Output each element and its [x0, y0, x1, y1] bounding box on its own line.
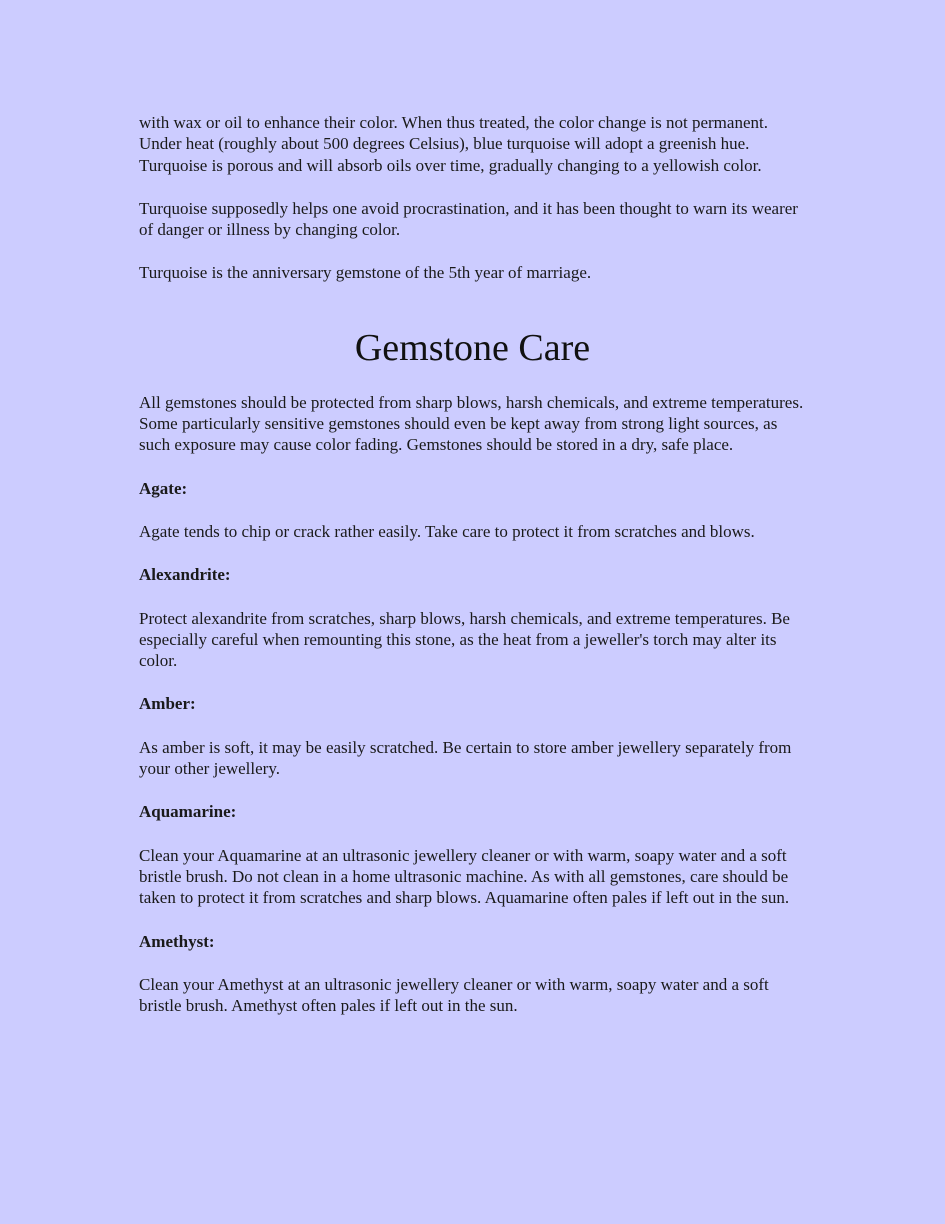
gem-heading-aquamarine: Aquamarine:	[139, 802, 237, 822]
gem-heading-alexandrite: Alexandrite:	[139, 565, 231, 585]
gem-heading-agate: Agate:	[139, 478, 188, 498]
intro-paragraph: Turquoise supposedly helps one avoid procrastination, and it has been thought to warn its wearer of danger or illness by changing color.	[139, 198, 798, 240]
gem-care-amethyst: Clean your Amethyst at an ultrasonic jewellery cleaner or with warm, soapy water and a soft bristle brush. Amethyst often pales if left out in the sun.	[139, 974, 769, 1016]
section-heading-gemstone-care: Gemstone Care	[354, 326, 591, 369]
gem-care-aquamarine: Clean your Aquamarine at an ultrasonic jewellery cleaner or with warm, soapy water and a soft bristle brush. Do not clean in a home ultrasonic machine. As with all gemstones, care should be taken to protect it from scratches and sharp blows. Aquamarine often pales if left out in the sun.	[139, 845, 790, 908]
gem-care-alexandrite: Protect alexandrite from scratches, sharp blows, harsh chemicals, and extreme temperatures. Be especially careful when remounting this stone, as the heat from a jeweller's torch may alter its color.	[139, 608, 790, 671]
gem-care-amber: As amber is soft, it may be easily scratched. Be certain to store amber jewellery separately from your other jewellery.	[139, 737, 792, 779]
gem-heading-amethyst: Amethyst:	[139, 931, 215, 951]
section-intro-paragraph: All gemstones should be protected from sharp blows, harsh chemicals, and extreme temperatures. Some particularly sensitive gemstones should even be kept away from strong light sources, as such exposure may cause color fading. Gemstones should be stored in a dry, safe place.	[139, 392, 804, 455]
gem-heading-amber: Amber:	[139, 694, 196, 714]
gem-care-agate: Agate tends to chip or crack rather easily. Take care to protect it from scratches and blows.	[139, 521, 755, 541]
intro-paragraph: with wax or oil to enhance their color. When thus treated, the color change is not permanent. Under heat (roughly about 500 degrees Celsius), blue turquoise will adopt a greenish hue. Turquoise is porous and will absorb oils over time, gradually changing to a yellowish color.	[139, 113, 768, 175]
intro-paragraph: Turquoise is the anniversary gemstone of the 5th year of marriage.	[139, 263, 592, 283]
